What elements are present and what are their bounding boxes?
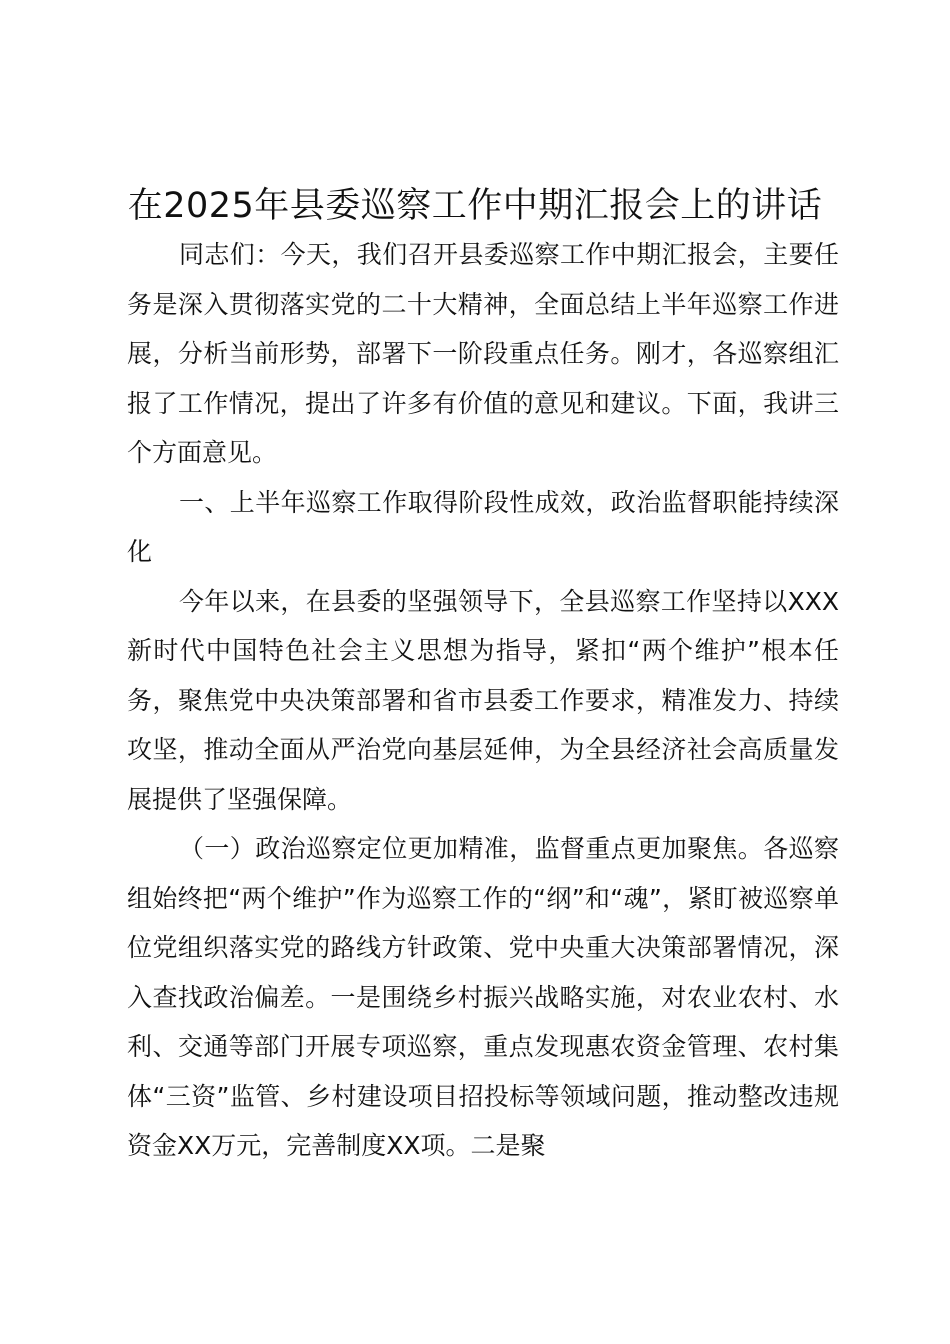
section-1-heading: 一、上半年巡察工作取得阶段性成效，政治监督职能持续深化: [127, 487, 839, 566]
document-title: 在2025年县委巡察工作中期汇报会上的讲话: [127, 186, 823, 226]
section-1-item-1-paragraph: （一）政治巡察定位更加精准，监督重点更加聚焦。各巡察组始终把“两个维护”作为巡察工作的“纲”和“魂”，紧盯被巡察单位党组织落实党的路线方针政策、党中央重大决策部署情况，深入查找政治偏差。一是围绕乡村振兴战略实施，对农业农村、水利、交通等部门开展专项巡察，重点发现惠农资金管理、农村集体“三资”监管、乡村建设项目招投标等领域问题，推动整改违规资金XX万元，完善制度XX项。二是聚: [127, 834, 839, 1160]
section-1-intro-paragraph: 今年以来，在县委的坚强领导下，全县巡察工作坚持以XXX新时代中国特色社会主义思想为指导，紧扣“两个维护”根本任务，聚焦党中央决策部署和省市县委工作要求，精准发力、持续攻坚，推动全面从严治党向基层延伸，为全县经济社会高质量发展提供了坚强保障。: [127, 586, 839, 814]
opening-paragraph: 同志们：今天，我们召开县委巡察工作中期汇报会，主要任务是深入贯彻落实党的二十大精神，全面总结上半年巡察工作进展，分析当前形势，部署下一阶段重点任务。刚才，各巡察组汇报了工作情况，提出了许多有价值的意见和建议。下面，我讲三个方面意见。: [127, 240, 839, 467]
document-body: [127, 230, 839, 1171]
